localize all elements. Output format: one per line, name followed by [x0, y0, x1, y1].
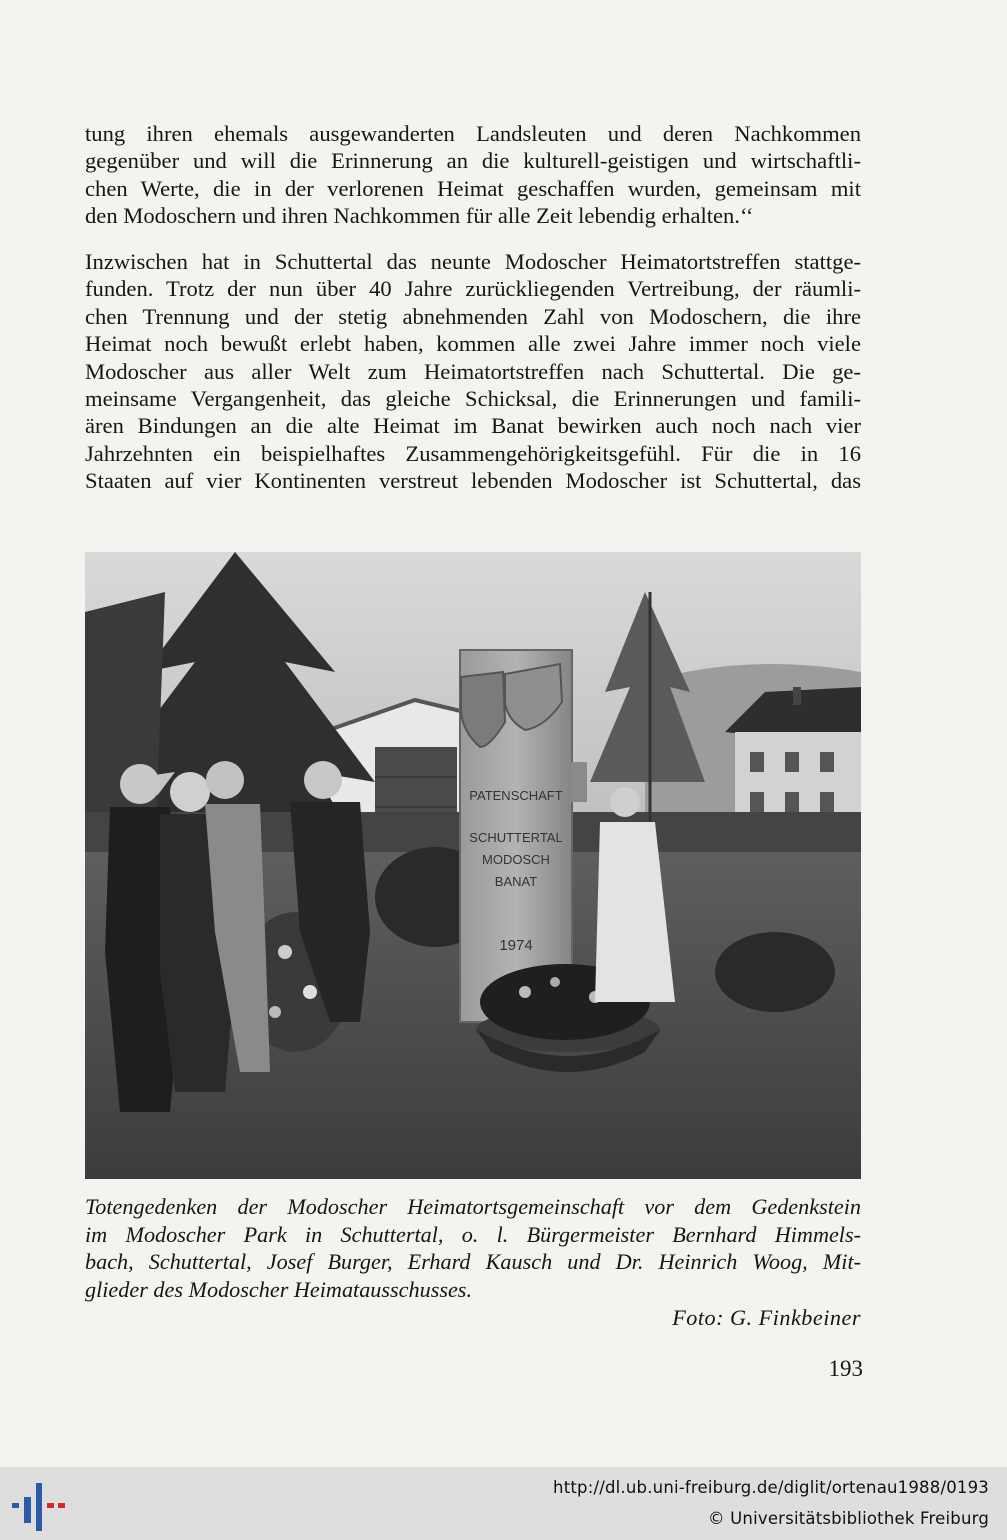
text-line: ären Bindungen an die alte Heimat im Banat bewirken auch noch nach vier — [85, 413, 861, 439]
memorial-photo — [85, 552, 861, 1179]
viewer-footer — [0, 1467, 1007, 1540]
caption-line: Totengedenken der Modoscher Heimatortsgemeinschaft vor dem Gedenkstein — [85, 1194, 861, 1219]
text-line: tung ihren ehemals ausgewanderten Landsleuten und deren Nachkommen — [85, 121, 861, 146]
text-line: Modoscher aus aller Welt zum Heimatortstreffen nach Schuttertal. Die ge- — [85, 358, 861, 384]
caption-line: glieder des Modoscher Heimatausschusses. — [85, 1276, 472, 1302]
stone-inscription: MODOSCH — [482, 852, 550, 867]
permalink-url[interactable]: http://dl.ub.uni-freiburg.de/diglit/ortenau1988/0193 — [553, 1478, 989, 1497]
text-line: den Modoschern und ihren Nachkommen für alle Zeit lebendig erhalten.‘‘ — [85, 203, 754, 229]
text-line: chen Trennung und der stetig abnehmenden Zahl von Modoschern, die ihre — [85, 303, 861, 329]
stone-inscription: SCHUTTERTAL — [469, 830, 563, 845]
text-line: Inzwischen hat in Schuttertal das neunte Modoscher Heimatortstreffen stattge- — [85, 249, 861, 274]
photo-credit: Foto: G. Finkbeiner — [672, 1305, 861, 1330]
stone-inscription: 1974 — [499, 937, 533, 954]
photo-caption — [85, 1193, 861, 1303]
text-line: chen Werte, die in der verlorenen Heimat geschaffen wurden, gemeinsam mit — [85, 175, 861, 201]
text-line: Jahrzehnten ein beispielhaftes Zusammengehörigkeitsgefühl. Für die in 16 — [85, 440, 861, 466]
stone-inscription: BANAT — [494, 874, 538, 889]
text-line: Staaten auf vier Kontinenten verstreut lebenden Modoscher ist Schuttertal, das — [85, 468, 861, 494]
copyright-notice: © Universitätsbibliothek Freiburg — [707, 1509, 989, 1528]
shrub — [715, 932, 835, 1012]
text-line: Heimat noch bewußt erlebt haben, kommen alle zwei Jahre immer noch viele — [85, 331, 861, 357]
text-line: meinsame Vergangenheit, das gleiche Schicksal, die Erinnerungen und famili- — [85, 386, 861, 412]
university-library-logo-icon[interactable] — [10, 1477, 66, 1533]
caption-line: im Modoscher Park in Schuttertal, o. l. Bürgermeister Bernhard Himmels- — [85, 1221, 861, 1247]
body-paragraph-2 — [85, 248, 861, 495]
text-line: funden. Trotz der nun über 40 Jahre zurückliegenden Vertreibung, der räumli- — [85, 276, 861, 302]
stone-inscription: PATENSCHAFT — [469, 788, 563, 803]
page-number: 193 — [828, 1356, 863, 1381]
text-line: gegenüber und will die Erinnerung an die kulturell-geistigen und wirtschaftli- — [85, 148, 861, 174]
photo-illustration — [85, 552, 861, 1179]
caption-line: bach, Schuttertal, Josef Burger, Erhard Kausch und Dr. Heinrich Woog, Mit- — [85, 1249, 861, 1274]
body-paragraph-1 — [85, 120, 861, 230]
